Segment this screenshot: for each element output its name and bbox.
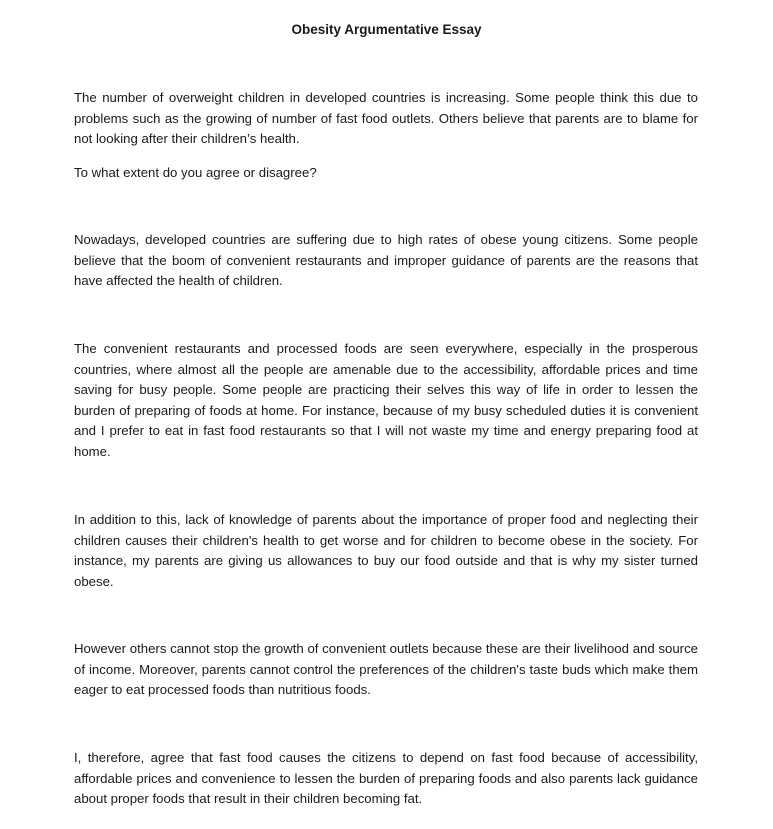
- essay-paragraph-introduction: Nowadays, developed countries are suffering due to high rates of obese young citizens. Some people believe that the boom of convenient restaurants and improper guidance of parents are the reasons that have affected the health of children.: [74, 232, 698, 289]
- essay-paragraph-body-2: In addition to this, lack of knowledge of parents about the importance of proper food and neglecting their children causes their children's health to get worse and for children to become obese in the society. For instance, my parents are giving us allowances to buy our food outside and that is why my sister turned obese.: [74, 512, 698, 589]
- essay-paragraph-body-1: The convenient restaurants and processed foods are seen everywhere, especially in the prosperous countries, where almost all the people are amenable due to the accessibility, affordable prices and time saving for busy people. Some people are practicing their selves this way of life in order to lessen the burden of preparing of foods at home. For instance, because of my busy scheduled duties it is convenient and I prefer to eat in fast food restaurants so that I will not waste my time and energy preparing food at home.: [74, 341, 698, 459]
- essay-prompt-question: To what extent do you agree or disagree?: [74, 165, 317, 180]
- essay-title: Obesity Argumentative Essay: [291, 22, 482, 37]
- essay-prompt-statement: The number of overweight children in developed countries is increasing. Some people think this due to problems such as the growing of number of fast food outlets. Others believe that parents are to blame for not looking after their children’s health.: [74, 90, 698, 147]
- essay-paragraph-conclusion: I, therefore, agree that fast food causes the citizens to depend on fast food because of accessibility, affordable prices and convenience to lessen the burden of preparing foods and also parents lack guidance about proper foods that result in their children becoming fat.: [74, 750, 698, 807]
- essay-paragraph-body-3: However others cannot stop the growth of convenient outlets because these are their livelihood and source of income. Moreover, parents cannot control the preferences of the children's taste buds which make them eager to eat processed foods than nutritious foods.: [74, 641, 698, 698]
